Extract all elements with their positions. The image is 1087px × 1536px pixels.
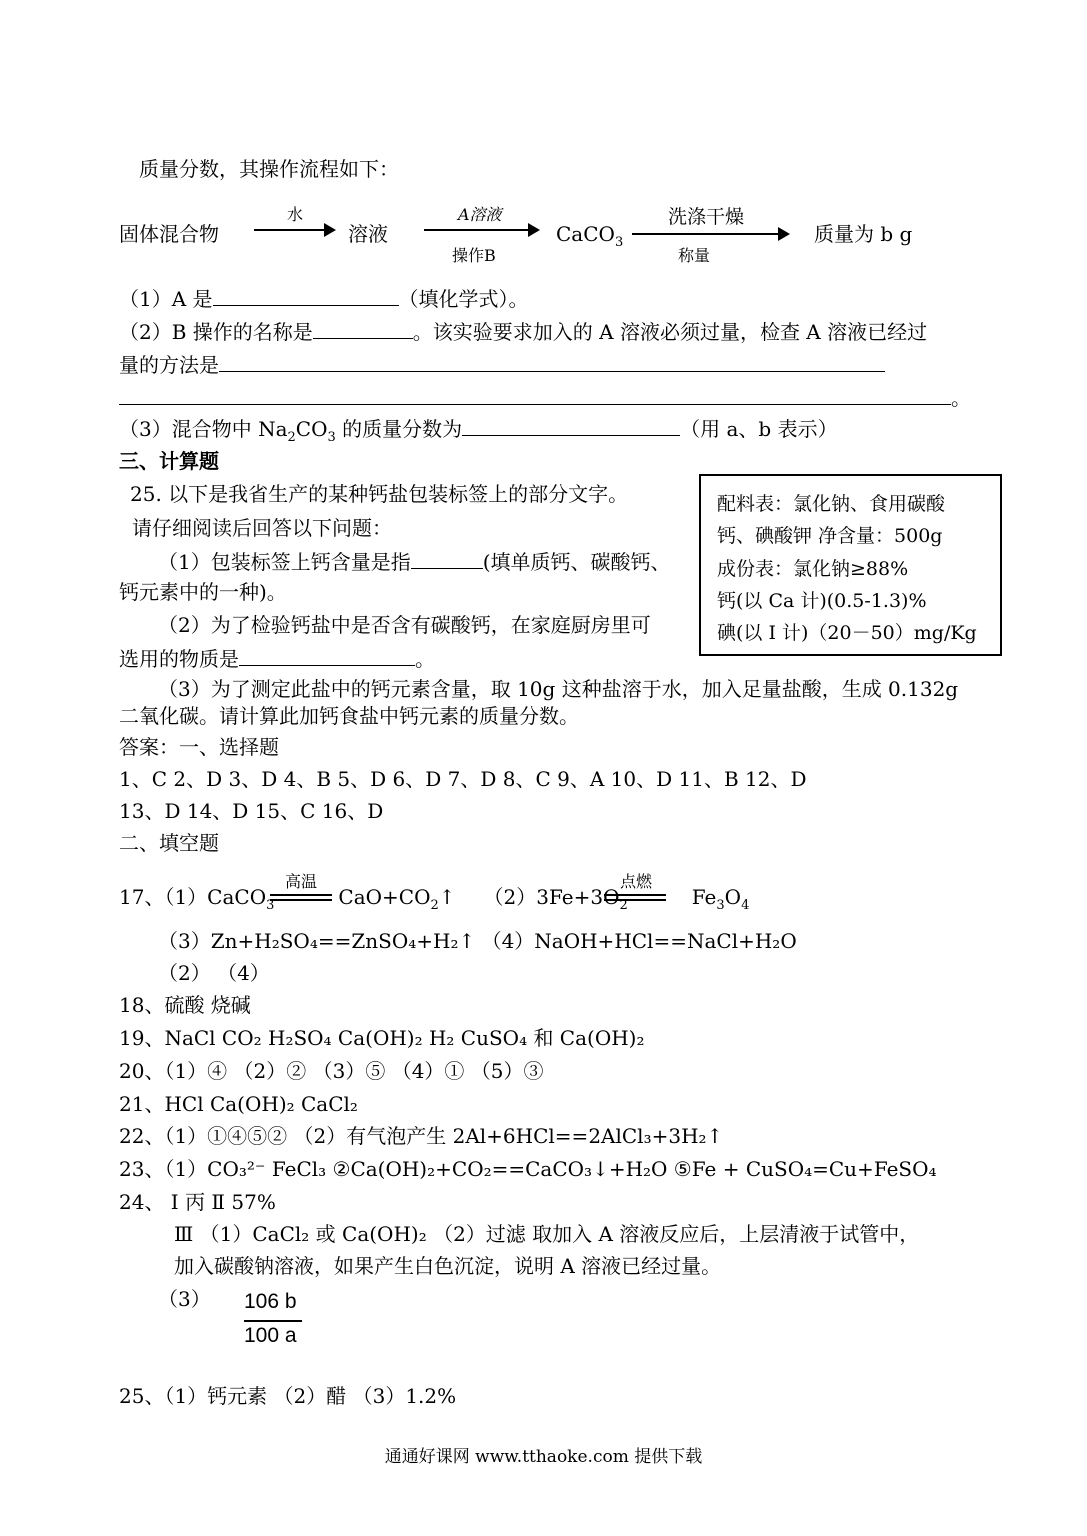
choice-answers-line2: 13、D 14、D 15、C 16、D — [119, 799, 384, 823]
label-iodine: 碘(以 I 计)（20－50）mg/Kg — [717, 622, 977, 644]
flow-step-solid-mixture: 固体混合物 — [119, 222, 219, 246]
flow-arrow2-top-label: A溶液 — [458, 205, 502, 224]
answer-blank — [219, 351, 885, 372]
flow-step-solution: 溶液 — [348, 222, 388, 246]
answer-24-line1: 24、 Ⅰ 丙 Ⅱ 57% — [119, 1190, 276, 1214]
question-1: （1）A 是 （填化学式）。 — [119, 287, 529, 311]
answer-blank — [119, 384, 951, 405]
question-3: （3）混合物中 $Na_2CO_3$ 的质量分数为 （用 a、b 表示） — [119, 417, 838, 445]
intro-line: 质量分数，其操作流程如下： — [139, 157, 399, 181]
question-2-line1: （2）B 操作的名称是 。该实验要求加入的 A 溶液必须过量，检查 A 溶液已经过 — [119, 320, 928, 344]
problem-25-line1: 25. 以下是我省生产的某种钙盐包装标签上的部分文字。 — [130, 482, 629, 506]
flow-arrow2-bottom-label: 操作B — [452, 246, 496, 265]
answer-17-line1: 17、（1）CaCO$_3$ $CaO+CO_2↑$ $(2)3Fe+3O_2$ $Fe_3O_4$ — [119, 885, 750, 913]
answer-blank — [313, 318, 413, 339]
problem-25-q3-cont: 二氧化碳。请计算此加钙食盐中钙元素的质量分数。 — [119, 704, 579, 728]
fraction-numerator: 106 b — [244, 1290, 297, 1313]
answer-21: 21、HCl Ca(OH)₂ CaCl₂ — [119, 1092, 358, 1116]
flow-arrow1-label: 水 — [287, 205, 304, 224]
choice-answers-line1: 1、C 2、D 3、D 4、B 5、D 6、D 7、D 8、C 9、A 10、D 11、B 12、D — [119, 767, 807, 791]
problem-25-q1-cont: 钙元素中的一种)。 — [119, 580, 287, 604]
footer-credit: 通通好课网 www.tthaoke.com 提供下载 — [384, 1447, 703, 1467]
question-2-line3: 。 — [119, 384, 971, 411]
flow-step-caco3: CaCO$_3$ — [556, 222, 624, 250]
problem-25-q3: （3）为了测定此盐中的钙元素含量，取 10g 这种盐溶于水，加入足量盐酸，生成 0.132g — [158, 677, 959, 701]
answer-24-q3-label: （3） — [158, 1287, 211, 1311]
equals-bar-2 — [604, 894, 666, 901]
answer-blank — [213, 285, 399, 306]
answer-25: 25、（1）钙元素 （2）醋 （3）1.2% — [119, 1384, 457, 1408]
answer-20: 20、（1）④ （2）② （3）⑤ （4）① （5）③ — [119, 1059, 544, 1083]
answer-24-line2: Ⅲ （1）CaCl₂ 或 Ca(OH)₂ （2）过滤 取加入 A 溶液反应后，上层清液于试管中， — [174, 1222, 920, 1246]
answer-blank — [462, 415, 680, 436]
equals-bar-1 — [270, 894, 332, 901]
section-heading-calculation: 三、计算题 — [119, 449, 219, 473]
package-label-box — [699, 474, 1002, 656]
answer-17-line3: （2） （4） — [158, 961, 270, 985]
answer-fraction — [244, 1288, 304, 1352]
answers-heading: 答案：一、选择题 — [119, 735, 279, 759]
question-2-line2: 量的方法是 — [119, 351, 885, 378]
answer-18: 18、硫酸 烧碱 — [119, 993, 251, 1017]
flow-arrow-1 — [254, 229, 334, 231]
problem-25-q2: （2）为了检验钙盐中是否含有碳酸钙，在家庭厨房里可 — [158, 613, 651, 637]
flow-arrow3-bottom-label: 称量 — [678, 246, 711, 265]
answer-17-line2: （3）Zn+H₂SO₄==ZnSO₄+H₂↑ （4）NaOH+HCl==NaCl+H₂O — [158, 929, 797, 953]
condition-ignite: 点燃 — [620, 872, 653, 891]
flow-arrow-3 — [632, 233, 788, 235]
answer-19: 19、NaCl CO₂ H₂SO₄ Ca(OH)₂ H₂ CuSO₄ 和 Ca(OH)₂ — [119, 1026, 645, 1050]
problem-25-q2-cont: 选用的物质是 。 — [119, 647, 435, 671]
answer-24-line3: 加入碳酸钠溶液，如果产生白色沉淀，说明 A 溶液已经过量。 — [174, 1254, 722, 1278]
answer-23: 23、（1）CO₃²⁻ FeCl₃ ②Ca(OH)₂+CO₂==CaCO₃↓+H₂O ⑤Fe + CuSO₄=Cu+FeSO₄ — [119, 1157, 937, 1181]
flow-step-mass: 质量为 b g — [814, 222, 913, 246]
answer-blank — [239, 645, 415, 666]
label-calcium: 钙(以 Ca 计)(0.5-1.3)% — [717, 590, 927, 612]
flow-arrow-2 — [424, 229, 538, 231]
answer-22: 22、（1）①④⑤② （2）有气泡产生 2Al+6HCl==2AlCl₃+3H₂↑ — [119, 1124, 724, 1148]
problem-25-line2: 请仔细阅读后回答以下问题： — [132, 516, 392, 540]
flow-arrow3-top-label: 洗涤干燥 — [668, 206, 745, 228]
condition-high-temp: 高温 — [285, 872, 318, 891]
answer-blank — [411, 548, 483, 569]
label-composition: 成份表：氯化钠≥88% — [717, 558, 909, 580]
problem-25-q1: （1）包装标签上钙含量是指 (填单质钙、碳酸钙、 — [158, 550, 671, 574]
fill-heading: 二、填空题 — [119, 831, 219, 855]
label-ingredients: 配料表：氯化钠、食用碳酸 — [717, 493, 946, 515]
label-net-content: 钙、碘酸钾 净含量：500g — [717, 525, 943, 547]
fraction-denominator: 100 a — [244, 1324, 297, 1347]
